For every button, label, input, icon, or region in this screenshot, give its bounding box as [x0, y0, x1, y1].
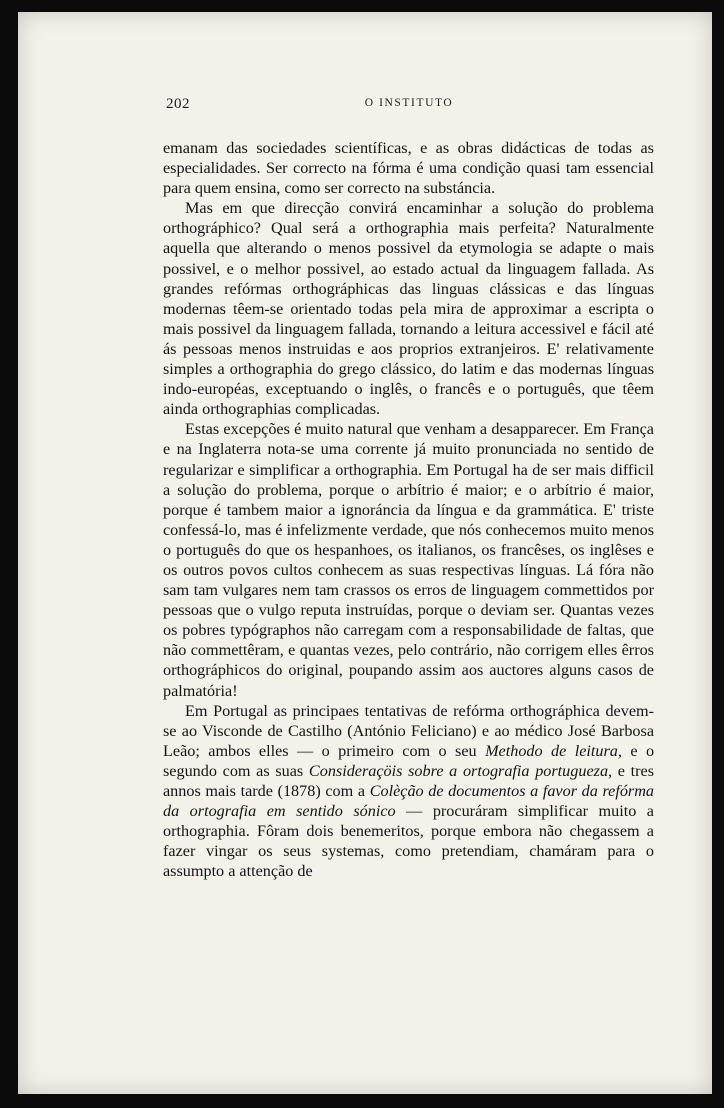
- running-head: [166, 96, 652, 118]
- paragraph-text: e tres annos mais tarde (1878) com a: [163, 761, 655, 800]
- cited-work-title: Methodo de leitura,: [485, 741, 622, 760]
- running-title: O INSTITUTO: [364, 97, 454, 109]
- cited-work-title: Consideraçöis sobre a ortografia portugueza,: [308, 761, 613, 780]
- paragraph: Estas excepções é muito natural que venham a desapparecer. Em França e na Inglaterra nota-se uma corrente já muito pronunciada no sentido de regularizar e simplificar a orthographia. Em Portugal ha de ser mais difficil a solução do problema, porque o arbítrio é maior; e o arbítrio é maior, porque é tambem maior a ignoráncia da língua e da grammática. E' triste confessá-lo, mas é infelizmente verdade, que nós conhecemos muito menos o português do que os hespanhoes, os italianos, os francêses, os inglêses e os outros povos cultos conhecem as suas respectivas línguas. Lá fóra não sam tam vulgares nem tam crassos os erros de linguagem commettidos por pessoas que o vulgo reputa instruídas, porque o deviam ser. Quantas vezes os pobres typógraphos não carregam com a responsabilidade de faltas, que não commettêram, e quantas vezes, pelo contrário, não corrigem elles êrros orthográphicos do original, poupando assim aos auctores alguns casos de palmatória!: [163, 420, 654, 700]
- book-page: [18, 12, 712, 1094]
- body-text: [163, 138, 654, 881]
- paragraph-text: Em Portugal as principaes tentativas de refórma orthográphica devem-se ao Visconde de Castilho (António Feliciano) e ao médico José Barbosa Leão; ambos elles — o primeiro com o seu: [163, 701, 654, 760]
- paragraph: Mas em que direcção convirá encaminhar a solução do problema orthográphico? Qual será a orthographia mais perfeita? Naturalmente aquella que alterando o menos possivel da etymologia se adapte o mais possivel, e o melhor possivel, ao estado actual da linguagem fallada. As grandes refórmas orthográphicas das linguas clássicas e das línguas modernas têem-se orientado todas pela mira de approximar a escripta o mais possivel da linguagem fallada, tornando a leitura accessivel e fácil até ás pessoas menos instruidas e aos proprios extranjeiros. E' relativamente simples a orthographia do grego clássico, do latim e das modernas línguas indo-européas, exceptuando o inglês, o francês e o português, que têem ainda orthographias complicadas.: [163, 199, 654, 419]
- paragraph: emanam das sociedades scientíficas, e as obras didácticas de todas as especialidades. Ser correcto na fórma é uma condição quasi tam essencial para quem ensina, como ser correcto na substáncia.: [163, 139, 654, 198]
- page-number: 202: [166, 96, 190, 112]
- cited-work-title: Colèção de documentos a favor da refórma da ortografia em sentido sónico: [163, 782, 655, 821]
- paragraph-text: e o segundo com as suas: [163, 741, 655, 780]
- paragraph: [163, 701, 654, 882]
- paragraph-text: — procuráram simplificar muito a orthographia. Fôram dois benemeritos, porque embora não chegassem a fazer vingar os seus systemas, como pretendiam, chamáram para o assumpto a attenção de: [163, 802, 654, 881]
